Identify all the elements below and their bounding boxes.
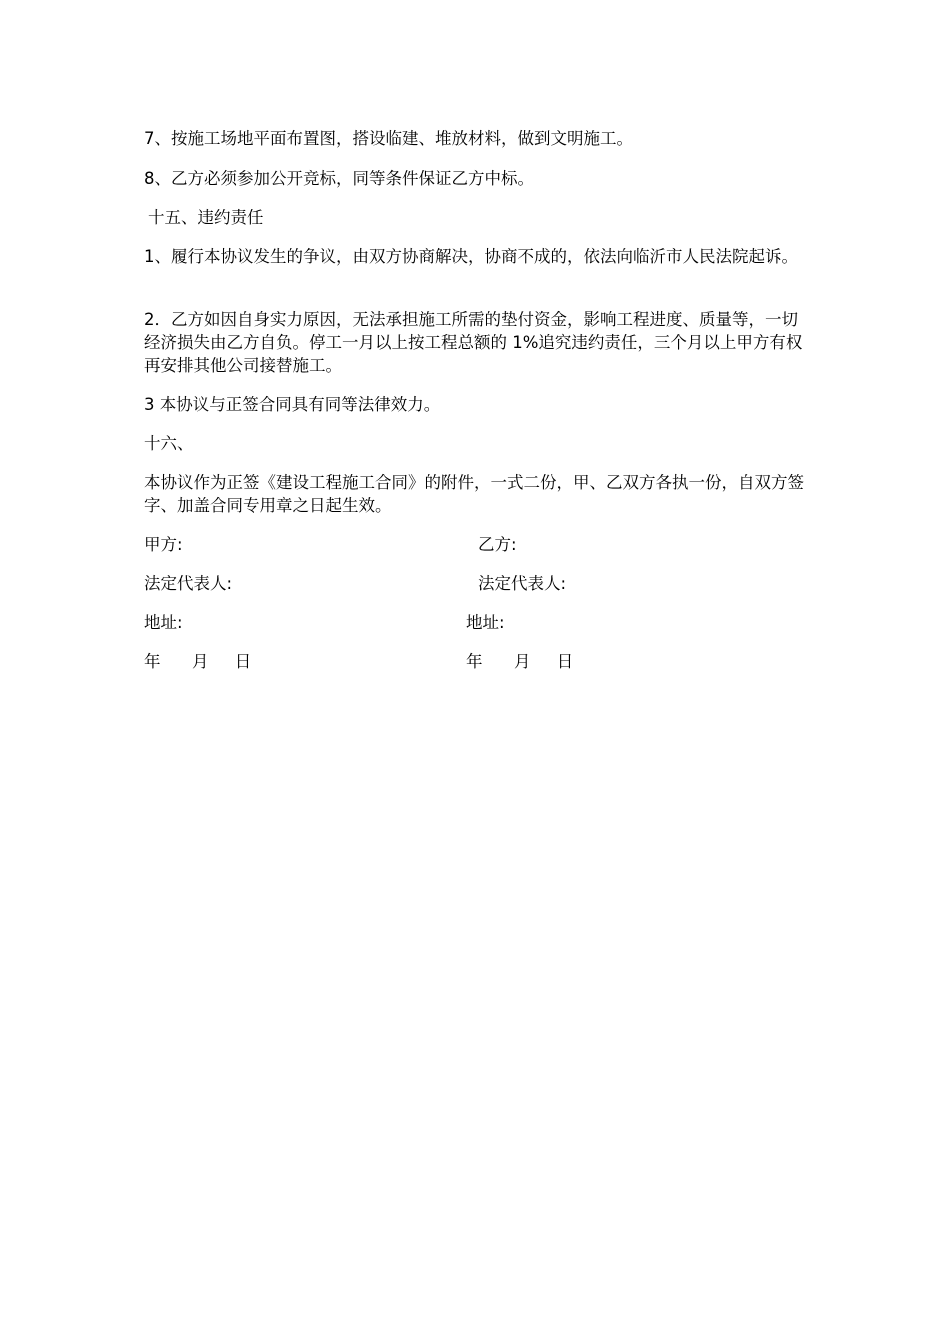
signature-row-address [144, 611, 812, 634]
date-a-label: 年 月 日 [144, 652, 252, 671]
signature-row-party [144, 533, 812, 556]
rep-b-label: 法定代表人: [478, 574, 567, 593]
party-b-label: 乙方: [478, 535, 517, 554]
signature-row-date [144, 650, 812, 673]
signature-row-representative [144, 572, 812, 595]
party-a-label: 甲方: [144, 535, 183, 554]
clause-item-7: 7、按施工场地平面布置图，搭设临建、堆放材料，做到文明施工。 [144, 129, 633, 148]
breach-item-1: 1、履行本协议发生的争议，由双方协商解决，协商不成的，依法向临沂市人民法院起诉。 [144, 247, 798, 266]
section-16-body: 本协议作为正签《建设工程施工合同》的附件，一式二份，甲、乙双方各执一份，自双方签字、加盖合同专用章之日起生效。 [144, 473, 804, 515]
breach-item-2: 2．乙方如因自身实力原因，无法承担施工所需的垫付资金，影响工程进度、质量等，一切经济损失由乙方自负。停工一月以上按工程总额的 1%追究违约责任，三个月以上甲方有权再安排其他公司接替施工。 [144, 310, 803, 375]
section-16-heading: 十六、 [144, 434, 194, 453]
address-b-label: 地址: [466, 613, 505, 632]
breach-item-3: 3 本协议与正签合同具有同等法律效力。 [144, 395, 441, 414]
address-a-label: 地址: [144, 613, 183, 632]
date-b-label: 年 月 日 [466, 652, 574, 671]
clause-item-8: 8、乙方必须参加公开竞标，同等条件保证乙方中标。 [144, 169, 534, 188]
breach-heading: 十五、违约责任 [148, 208, 264, 227]
rep-a-label: 法定代表人: [144, 574, 233, 593]
